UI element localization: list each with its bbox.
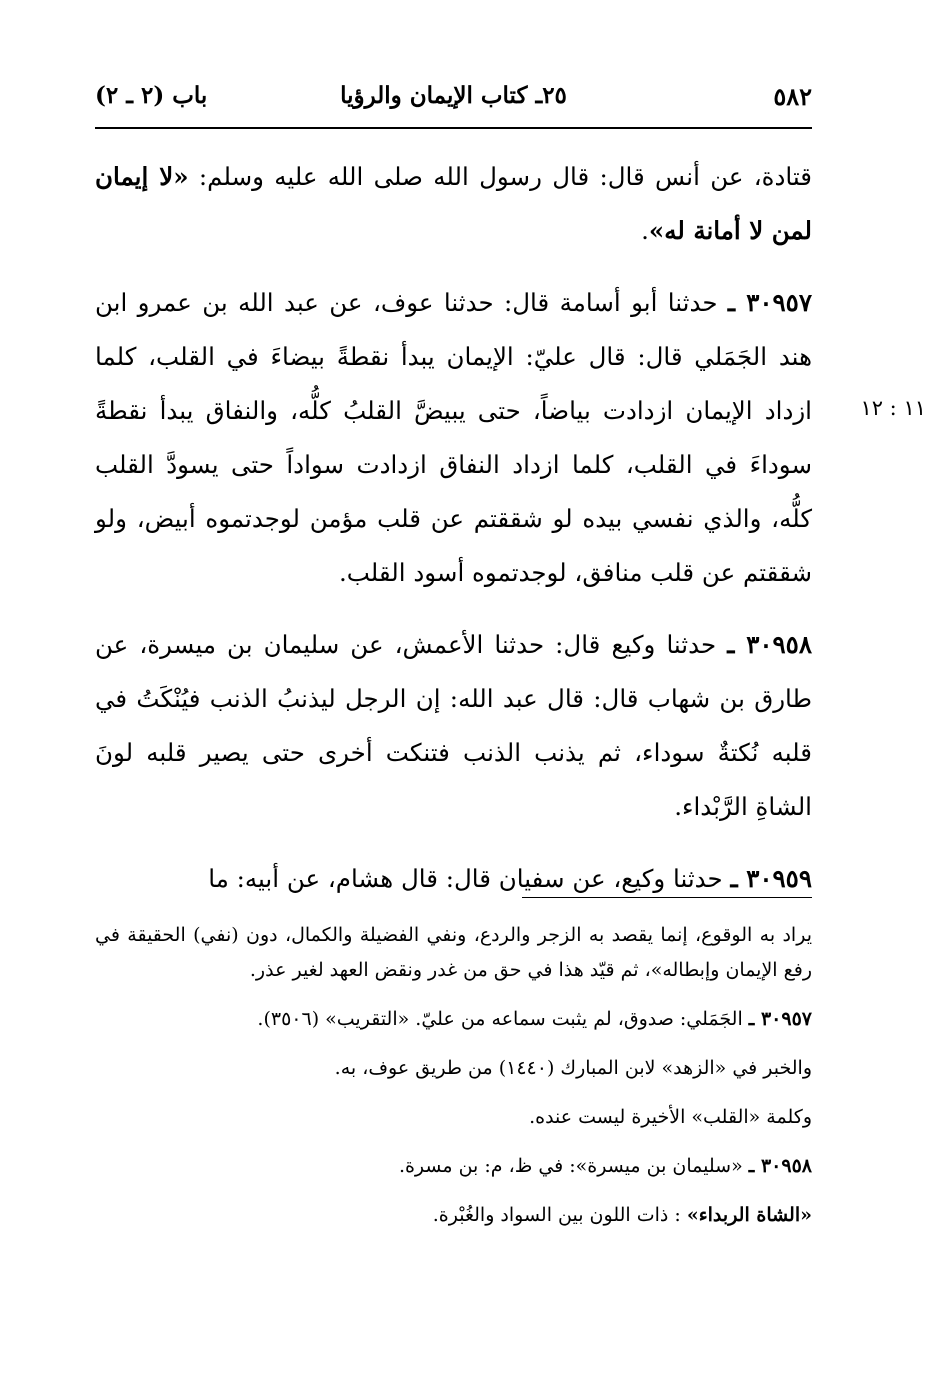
- footnote-line: والخبر في «الزهد» لابن المبارك (١٤٤٠) من طريق عوف، به.: [334, 1057, 812, 1079]
- hadith-text: حدثنا وكيع، عن سفيان قال: قال هشام، عن أبيه: ما: [208, 864, 731, 893]
- footnote-separator: [522, 897, 812, 898]
- footnote-text: «سليمان بن ميسرة»: في ظ، م: بن مسرة.: [398, 1155, 749, 1177]
- margin-reference: ١١ : ١٢: [860, 396, 926, 420]
- main-text: [95, 150, 812, 906]
- footnote-gloss: [95, 1198, 812, 1233]
- footnote-30958: [95, 1149, 812, 1184]
- footnote-text: الجَمَلي: صدوق، لم يثبت سماعه من عليّ. «التقريب» (٣٥٠٦).: [257, 1008, 749, 1030]
- footnote-continuation: يراد به الوقوع، إنما يقصد به الزجر والردع، ونفي الفضيلة والكمال، دون (نفي) الحقيقة في رفع الإيمان وإبطاله»، ثم قيّد هذا في حق من غدر ونقض العهد لغير عذر.: [95, 924, 812, 981]
- gloss-text: : ذات اللون بين السواد والغُبْرة.: [432, 1204, 687, 1226]
- hadith-text: حدثنا وكيع قال: حدثنا الأعمش، عن سليمان بن ميسرة، عن طارق بن شهاب قال: قال عبد الله: إن الرجل ليذنبُ الذنب فيُنْكَتُ في قلبه نُكتةٌ سوداء، ثم يذنب الذنب فتنكت أخرى حتى يصير قلبه لونَ الشاةِ الرَّبْداء.: [95, 630, 812, 821]
- hadith-30958: [95, 618, 812, 834]
- footnote-number: ٣٠٩٥٨ ـ: [748, 1155, 812, 1177]
- page-number: ٥٨٢: [773, 82, 812, 111]
- running-header: [95, 78, 812, 122]
- hadith-30957: [95, 276, 812, 600]
- footnote-30957: [95, 1002, 812, 1037]
- footnotes: [95, 918, 812, 1233]
- footnote-number: ٣٠٩٥٧ ـ: [748, 1008, 812, 1030]
- hadith-number: ٣٠٩٥٨ ـ: [727, 630, 812, 659]
- section-title: باب (٢ ـ ٢): [95, 82, 208, 109]
- book-page: [95, 0, 812, 1381]
- hadith-number: ٣٠٩٥٧ ـ: [727, 288, 812, 317]
- paragraph-text: قتادة، عن أنس قال: قال رسول الله صلى الله عليه وسلم:: [188, 162, 812, 191]
- header-rule: [95, 127, 812, 129]
- gloss-term: «الشاة الربداء»: [686, 1204, 812, 1226]
- paragraph-continuation: [95, 150, 812, 258]
- quoted-hadith: «لا إيمان لمن لا أمانة له»: [95, 162, 812, 245]
- hadith-text: حدثنا أبو أسامة قال: حدثنا عوف، عن عبد الله بن عمرو ابن هند الجَمَلي قال: قال عليّ: الإيمان يبدأ نقطةً بيضاءَ في القلب، كلما ازداد الإيمان ازدادت بياضاً، حتى يبيضَّ القلبُ كلُّه، والنفاق يبدأ نقطةً سوداءَ في القلب، كلما ازداد النفاق ازدادت سواداً حتى يسودَّ القلب كلُّه، والذي نفسي بيده لو شققتم عن قلب مؤمن لوجدتموه أبيض، ولو شققتم عن قلب منافق، لوجدتموه أسود القلب.: [95, 288, 812, 587]
- chapter-title: ٢٥ـ كتاب الإيمان والرؤيا: [340, 82, 567, 109]
- hadith-number: ٣٠٩٥٩ ـ: [730, 864, 812, 893]
- paragraph-end: .: [641, 216, 649, 245]
- footnote-line: وكلمة «القلب» الأخيرة ليست عنده.: [529, 1106, 812, 1128]
